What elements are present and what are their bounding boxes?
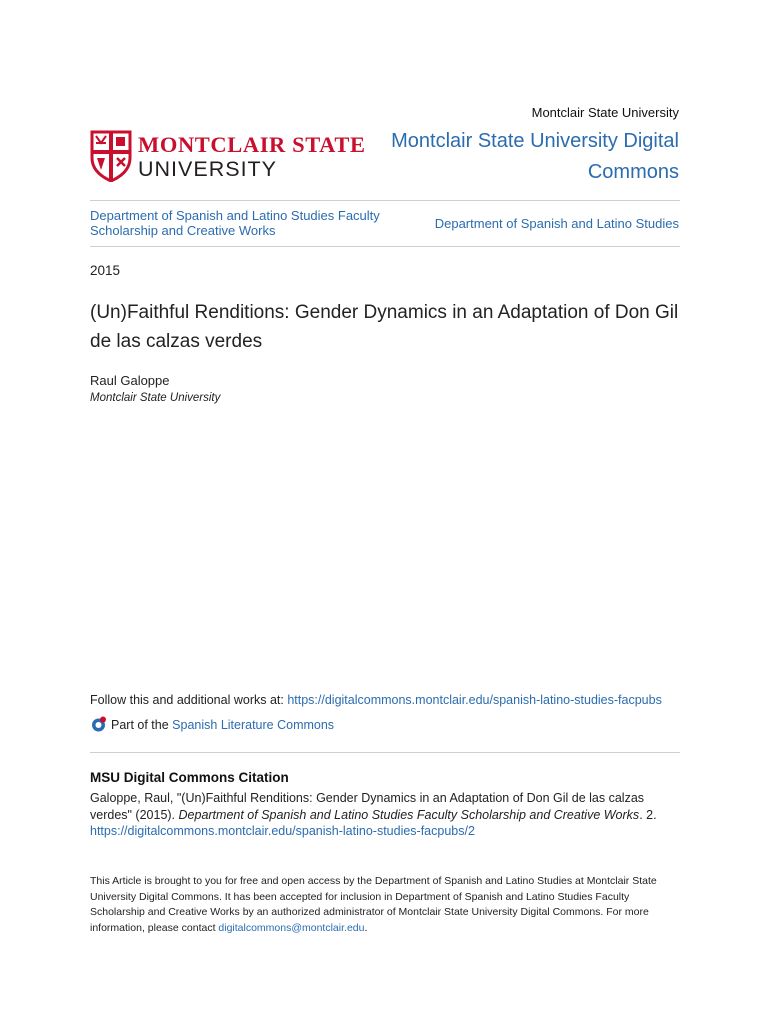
logo-wordmark-line2: UNIVERSITY [138,157,278,181]
access-notice [90,874,680,936]
repository-title-link[interactable]: Montclair State University Digital Commons [391,130,679,183]
institution-label: Montclair State University [531,105,679,120]
follow-line [90,693,662,707]
logo-wordmark-line1: MONTCLAIR STATE [138,132,366,157]
divider-middle [90,246,680,247]
shield-crest-icon [90,130,132,182]
montclair-logo [90,130,365,182]
publication-year: 2015 [90,263,121,278]
follow-prefix: Follow this and additional works at: [90,693,288,707]
divider-top [90,200,680,201]
department-link[interactable]: Department of Spanish and Latino Studies [434,216,679,231]
follow-url-link[interactable]: https://digitalcommons.montclair.edu/spanish-latino-studies-facpubs [287,693,662,707]
citation-number: . 2. [639,807,657,822]
contact-email-link[interactable]: digitalcommons@montclair.edu [218,921,365,934]
author-affiliation: Montclair State University [90,392,221,404]
citation-heading: MSU Digital Commons Citation [90,770,289,785]
citation-text: Galoppe, Raul, "(Un)Faithful Renditions: Gender Dynamics in an Adaptation of Don Gil de las calzas verdes" (2015). [90,791,645,822]
series-link[interactable]: Department of Spanish and Latino Studies Faculty Scholarship and Creative Works [90,208,380,238]
partof-prefix: Part of the [111,717,169,732]
citation-series: Department of Spanish and Latino Studies Faculty Scholarship and Creative Works [178,807,640,822]
notice-text: This Article is brought to you for free and open access by the Department of Spanish and Latino Studies at Montclair State University Digital Commons. It has been accepted for inclusion in Department of Spanish and Latino Studies Faculty Scholarship and Creative Works by an authorized administrator of Montclair State University Digital Commons. For more information, please contact [90,875,657,934]
network-logo-icon [90,716,107,733]
author-name: Raul Galoppe [90,373,170,388]
article-title: (Un)Faithful Renditions: Gender Dynamics in an Adaptation of Don Gil de las calzas verdes [90,302,679,352]
notice-end: . [364,921,368,934]
part-of-line [90,716,334,733]
citation-url-link[interactable]: https://digitalcommons.montclair.edu/spanish-latino-studies-facpubs/2 [90,824,475,838]
citation-body [90,790,680,840]
spanish-literature-commons-link[interactable]: Spanish Literature Commons [172,717,335,732]
divider-bottom [90,752,680,753]
